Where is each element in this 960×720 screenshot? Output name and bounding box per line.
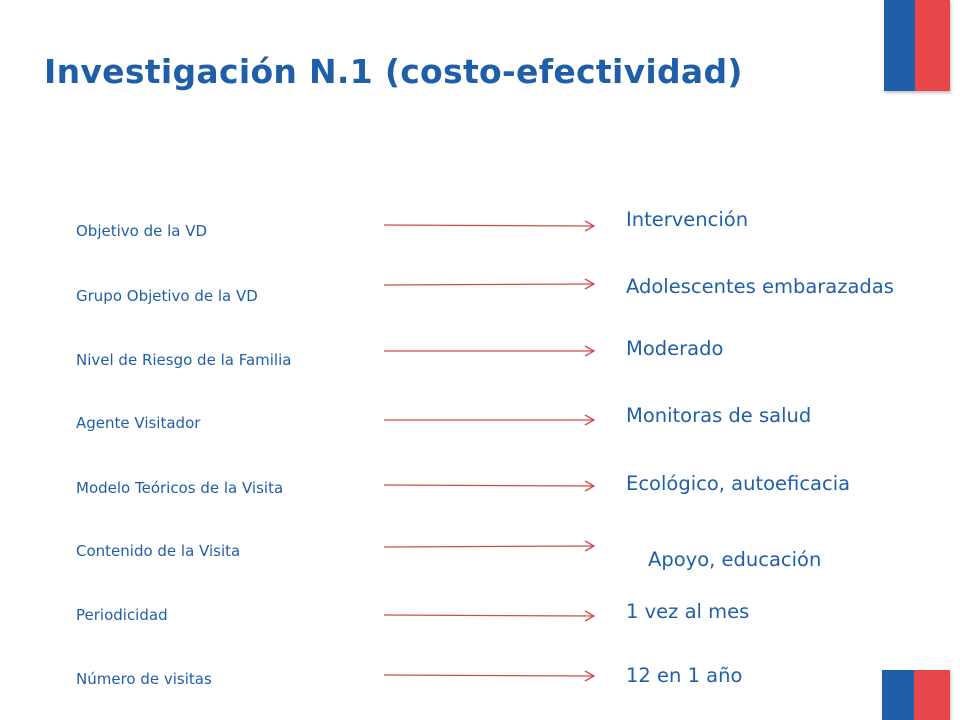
row-label-grupo-objetivo: Grupo Objetivo de la VD (76, 287, 258, 305)
row-value-numero-visitas: 12 en 1 año (626, 664, 743, 687)
arrow-icon (382, 479, 600, 493)
row-label-contenido: Contenido de la Visita (76, 542, 241, 560)
row-label-modelo-teorico: Modelo Teóricos de la Visita (76, 479, 284, 497)
arrow-icon (382, 540, 600, 554)
row-value-grupo-objetivo: Adolescentes embarazadas (626, 275, 894, 298)
row-label-numero-visitas: Número de visitas (76, 670, 212, 688)
row-label-agente-visitador: Agente Visitador (76, 414, 201, 432)
row-value-periodicidad: 1 vez al mes (626, 600, 750, 623)
row-value-agente-visitador: Monitoras de salud (626, 404, 812, 427)
flag-blue-stripe (884, 0, 915, 91)
arrow-icon (382, 219, 600, 233)
row-label-objetivo: Objetivo de la VD (76, 222, 208, 240)
row-label-nivel-riesgo: Nivel de Riesgo de la Familia (76, 351, 292, 369)
flag-red-stripe (914, 670, 950, 720)
arrow-icon (382, 413, 600, 427)
flag-red-stripe (915, 0, 950, 91)
row-value-objetivo: Intervención (626, 208, 749, 231)
row-value-modelo-teorico: Ecológico, autoeficacia (626, 472, 851, 495)
arrow-icon (382, 344, 600, 358)
row-label-periodicidad: Periodicidad (76, 606, 168, 624)
arrow-icon (382, 669, 600, 683)
flag-blue-stripe (882, 670, 914, 720)
slide-title: Investigación N.1 (costo-efectividad) (44, 52, 743, 91)
row-value-contenido: Apoyo, educación (648, 548, 822, 571)
arrow-icon (382, 609, 600, 623)
arrow-icon (382, 278, 600, 292)
flag-decoration-top (884, 0, 950, 91)
row-value-nivel-riesgo: Moderado (626, 337, 724, 360)
flag-decoration-bottom (882, 670, 950, 720)
